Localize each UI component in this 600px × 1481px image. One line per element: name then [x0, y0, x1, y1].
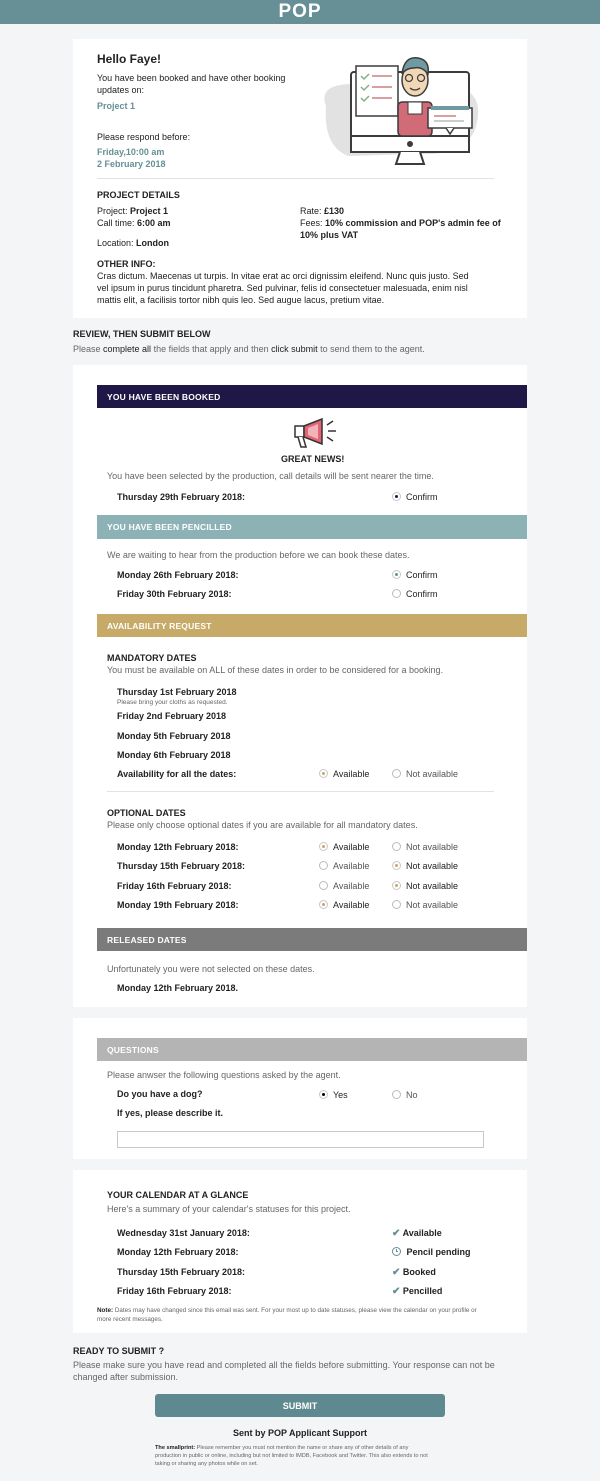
calendar-note-line2: more recent messages. [97, 1316, 163, 1323]
project-label: Project: [97, 206, 128, 216]
project-value: Project 1 [130, 206, 169, 216]
optional-1-not-available-radio[interactable] [392, 842, 401, 851]
questions-desc: Please anwser the following questions asked by the agent. [107, 1070, 341, 1080]
optional-4-not-available-label: Not available [406, 900, 459, 910]
mandatory-date-4: Monday 6th February 2018 [117, 750, 231, 760]
check-icon: ✔ [392, 1286, 401, 1297]
dog-yes-radio[interactable] [319, 1090, 328, 1099]
respond-label: Please respond before: [97, 132, 191, 142]
optional-4-available-radio[interactable] [319, 900, 328, 909]
mandatory-heading: MANDATORY DATES [107, 653, 197, 663]
pencilled-date-1: Monday 26th February 2018: [117, 570, 239, 580]
pencilled-confirm-label-2: Confirm [406, 589, 438, 599]
check-icon: ✔ [392, 1267, 401, 1278]
calendar-status-2-label: Pencil pending [406, 1247, 471, 1257]
ready-line1: Please make sure you have read and completed all the fields before submitting. Your response can not be [73, 1360, 495, 1370]
optional-4-not-available-radio[interactable] [392, 900, 401, 909]
pencilled-confirm-option-1[interactable] [392, 570, 438, 580]
ready-heading: READY TO SUBMIT ? [73, 1346, 165, 1356]
optional-2-available-label: Available [333, 861, 370, 871]
review-text-a: Please [73, 344, 104, 354]
top-bar [0, 0, 600, 24]
smallprint-line3: taking or sharing any photos while on set. [155, 1461, 258, 1467]
megaphone-icon [292, 416, 338, 450]
check-icon: ✔ [392, 1228, 401, 1239]
booked-desc: You have been selected by the production, call details will be sent nearer the time. [107, 471, 434, 481]
rate-value: £130 [324, 206, 345, 216]
review-text [73, 344, 425, 354]
pencilled-confirm-radio-2[interactable] [392, 589, 401, 598]
dog-description-input[interactable] [117, 1131, 484, 1148]
mandatory-date-3: Monday 5th February 2018 [117, 731, 231, 741]
optional-1-not-available-option[interactable] [392, 842, 458, 852]
intro-divider [97, 178, 494, 179]
released-date: Monday 12th February 2018. [117, 983, 239, 993]
rate-row [300, 206, 344, 216]
calendar-status-1-label: Available [402, 1228, 442, 1238]
all-dates-available-radio[interactable] [319, 769, 328, 778]
calendar-date-2: Monday 12th February 2018: [117, 1247, 239, 1257]
released-band: RELEASED DATES [97, 928, 527, 951]
other-info-heading: OTHER INFO: [97, 259, 156, 269]
mandatory-note: Please bring your cloths as requested. [117, 699, 228, 706]
question-1: Do you have a dog? [117, 1089, 203, 1099]
all-dates-not-available-radio[interactable] [392, 769, 401, 778]
intro-message-line2: updates on: [97, 85, 145, 95]
review-text-c: the fields that apply and then [151, 344, 272, 354]
booked-confirm-label: Confirm [406, 492, 438, 502]
mandatory-desc: You must be available on ALL of these dates in order to be considered for a booking. [107, 665, 444, 675]
calendar-status-3 [392, 1267, 436, 1278]
pencilled-confirm-label-1: Confirm [406, 570, 438, 580]
pencilled-date-2: Friday 30th February 2018: [117, 589, 232, 599]
optional-1-available-label: Available [333, 842, 370, 852]
optional-3-not-available-radio[interactable] [392, 881, 401, 890]
submit-button[interactable]: SUBMIT [155, 1394, 445, 1417]
pencilled-confirm-option-2[interactable] [392, 589, 438, 599]
optional-2-not-available-radio[interactable] [392, 861, 401, 870]
calendar-status-3-label: Booked [402, 1267, 436, 1277]
calendar-status-2 [392, 1247, 471, 1257]
pencilled-band: YOU HAVE BEEN PENCILLED [97, 515, 527, 539]
optional-date-4: Monday 19th February 2018: [117, 900, 239, 910]
mandatory-date-2: Friday 2nd February 2018 [117, 711, 227, 721]
question-2: If yes, please describe it. [117, 1108, 224, 1118]
optional-2-available-radio[interactable] [319, 861, 328, 870]
project-row [97, 206, 168, 216]
review-text-b: complete all [103, 344, 152, 354]
calendar-heading: YOUR CALENDAR AT A GLANCE [107, 1190, 249, 1200]
released-desc: Unfortunately you were not selected on these dates. [107, 964, 315, 974]
calendar-date-1: Wednesday 31st January 2018: [117, 1228, 250, 1238]
review-heading: REVIEW, THEN SUBMIT BELOW [73, 329, 211, 339]
respond-time: Friday,10:00 am [97, 147, 165, 157]
pop-logo: POP [278, 1, 322, 22]
questions-band: QUESTIONS [97, 1038, 527, 1061]
availability-band: AVAILABILITY REQUEST [97, 614, 527, 637]
review-text-d: click submit [271, 344, 318, 354]
optional-2-not-available-option[interactable] [392, 861, 458, 871]
all-dates-not-available-label: Not available [406, 769, 459, 779]
all-dates-label: Availability for all the dates: [117, 769, 237, 779]
sent-by: Sent by POP Applicant Support [232, 1428, 367, 1438]
booking-illustration [318, 46, 478, 174]
calendar-note-label: Note: [97, 1307, 114, 1314]
project-link[interactable]: Project 1 [97, 101, 136, 111]
optional-date-2: Thursday 15th February 2018: [117, 861, 246, 871]
calltime-value: 6:00 am [137, 218, 171, 228]
optional-3-available-label: Available [333, 881, 370, 891]
optional-1-available-radio[interactable] [319, 842, 328, 851]
dog-yes-label: Yes [333, 1090, 348, 1100]
calltime-row [97, 218, 171, 228]
calltime-label: Call time: [97, 218, 135, 228]
optional-2-not-available-label: Not available [406, 861, 459, 871]
dog-no-option[interactable] [392, 1090, 418, 1100]
calendar-status-1 [392, 1228, 442, 1239]
project-details-heading: PROJECT DETAILS [97, 190, 180, 200]
location-row [97, 238, 169, 248]
optional-4-not-available-option[interactable] [392, 900, 458, 910]
other-info-line1: Cras dictum. Maecenas ut turpis. In vitae erat ac orci dignissim eleifend. Nunc quis justo. Sed [97, 271, 469, 281]
smallprint-line2: production in public or online, including but not limited to IMDB, Facebook and Twitter. This also extends to not [155, 1453, 428, 1459]
all-dates-not-available-option[interactable] [392, 769, 458, 779]
other-info-line2: vel ipsum in purus tincidunt pharetra. Sed pulvinar, felis id consectetuer malesuada, enim nisl [97, 283, 468, 293]
calendar-note-line1 [97, 1307, 477, 1314]
intro-message-line1: You have been booked and have other booking [97, 73, 286, 83]
optional-1-available-option[interactable] [319, 842, 369, 852]
optional-4-available-option[interactable] [319, 900, 369, 910]
mandatory-date-1: Thursday 1st February 2018 [117, 687, 237, 697]
location-label: Location: [97, 238, 134, 248]
optional-date-1: Monday 12th February 2018: [117, 842, 239, 852]
smallprint-label: The smallprint: [155, 1445, 196, 1451]
fees-value-line2: 10% plus VAT [300, 230, 359, 240]
calendar-status-4 [392, 1286, 442, 1297]
optional-heading: OPTIONAL DATES [107, 808, 186, 818]
fees-row [300, 218, 501, 228]
booked-confirm-option[interactable] [392, 492, 438, 502]
calendar-desc: Here's a summary of your calendar's statuses for this project. [107, 1204, 351, 1214]
calendar-date-4: Friday 16th February 2018: [117, 1286, 232, 1296]
smallprint-text: Please remember you must not mention the name or share any of other details of any [195, 1445, 409, 1451]
optional-desc: Please only choose optional dates if you are available for all mandatory dates. [107, 820, 418, 830]
dog-no-radio[interactable] [392, 1090, 401, 1099]
booked-confirm-radio[interactable] [392, 492, 401, 501]
smallprint-line1 [155, 1445, 408, 1451]
fees-label: Fees: [300, 218, 323, 228]
dog-no-label: No [406, 1090, 418, 1100]
all-dates-available-label: Available [333, 769, 370, 779]
great-news: GREAT NEWS! [281, 454, 345, 464]
greeting: Hello Faye! [97, 52, 162, 66]
fees-value-line1: 10% commission and POP's admin fee of [325, 218, 501, 228]
booked-band: YOU HAVE BEEN BOOKED [97, 385, 527, 408]
optional-2-available-option[interactable] [319, 861, 369, 871]
optional-3-available-option[interactable] [319, 881, 369, 891]
optional-4-available-label: Available [333, 900, 370, 910]
booked-date: Thursday 29th February 2018: [117, 492, 246, 502]
pencilled-desc: We are waiting to hear from the production before we can book these dates. [107, 550, 410, 560]
other-info-line3: mattis elit, a facilisis tortor nibh quis leo. Sed augue lacus, pretium vitae. [97, 295, 385, 305]
calendar-note-text: Dates may have changed since this email was sent. For your most up to date statuses, please view the calendar on your profile or [113, 1307, 477, 1314]
optional-date-3: Friday 16th February 2018: [117, 881, 232, 891]
pencilled-confirm-radio-1[interactable] [392, 570, 401, 579]
all-dates-available-option[interactable] [319, 769, 369, 779]
optional-3-available-radio[interactable] [319, 881, 328, 890]
location-value: London [136, 238, 170, 248]
optional-3-not-available-label: Not available [406, 881, 459, 891]
review-text-e: to send them to the agent. [317, 344, 425, 354]
optional-3-not-available-option[interactable] [392, 881, 458, 891]
availability-divider [107, 791, 494, 792]
dog-yes-option[interactable] [319, 1090, 348, 1100]
calendar-status-4-label: Pencilled [402, 1286, 443, 1296]
rate-label: Rate: [300, 206, 322, 216]
ready-line2: changed after submission. [73, 1372, 179, 1382]
calendar-date-3: Thursday 15th February 2018: [117, 1267, 246, 1277]
respond-date: 2 February 2018 [97, 159, 166, 169]
optional-1-not-available-label: Not available [406, 842, 459, 852]
clock-icon [392, 1247, 401, 1256]
